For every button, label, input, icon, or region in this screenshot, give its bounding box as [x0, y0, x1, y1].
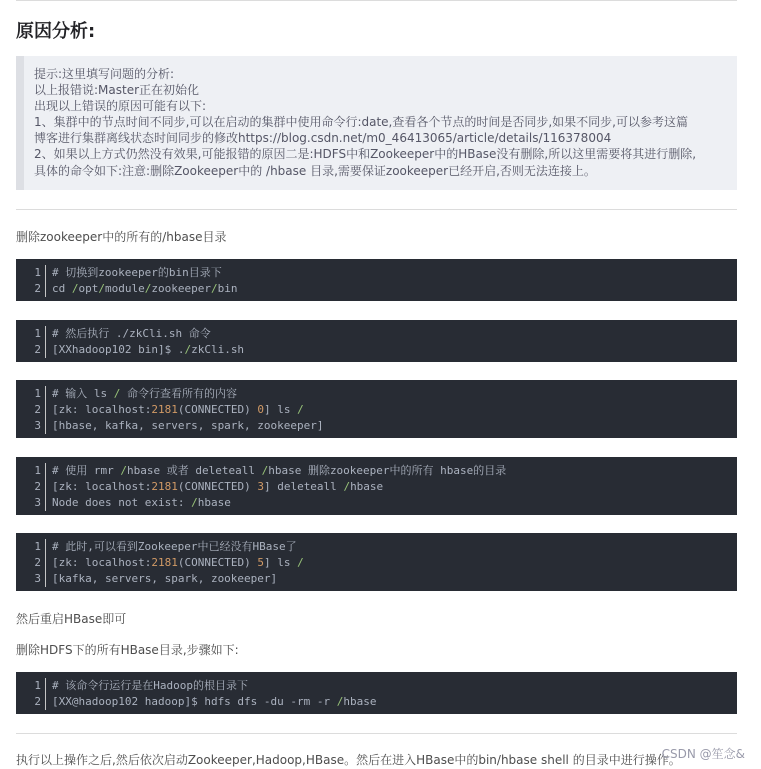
code-path-separator: / [297, 556, 304, 569]
code-line [16, 479, 737, 495]
quote-line-with-link[interactable]: 博客进行集群离线状态时间同步的修改https://blog.csdn.net/m0_46413065/article/details/116378004 [34, 131, 612, 146]
line-number: 2 [16, 694, 46, 710]
bottom-divider [16, 733, 737, 734]
line-number: 2 [16, 479, 46, 495]
code-block[interactable] [16, 320, 737, 362]
code-block[interactable] [16, 533, 737, 591]
code-text: cd /opt/module/zookeeper/bin [52, 282, 238, 295]
line-number: 1 [16, 678, 46, 694]
line-number: 2 [16, 555, 46, 571]
code-block[interactable] [16, 457, 737, 515]
line-number: 2 [16, 402, 46, 418]
line-number: 1 [16, 386, 46, 402]
line-number: 2 [16, 342, 46, 358]
line-number: 1 [16, 326, 46, 342]
code-number: 2181 [151, 556, 178, 569]
code-path-separator: / [210, 282, 218, 295]
code-path-separator: / [113, 387, 121, 400]
code-line [16, 463, 737, 479]
code-block[interactable] [16, 380, 737, 438]
code-line [16, 678, 737, 694]
code-path-separator: / [191, 496, 198, 509]
code-text: [zk: localhost:2181(CONNECTED) 3] deleteall /hbase [52, 480, 384, 493]
code-comment: # 该命令行运行是在Hadoop的根目录下 [52, 679, 248, 692]
code-path-separator: / [71, 282, 79, 295]
quote-line: 提示:这里填写问题的分析: [34, 67, 175, 81]
line-number: 1 [16, 463, 46, 479]
code-path-separator: / [343, 480, 351, 493]
line-number: 3 [16, 495, 46, 511]
code-path-separator: / [144, 282, 152, 295]
quote-line: 具体的命令如下:注意:删除Zookeeper中的 /hbase 目录,需要保证zookeeper已经开启,否则无法连接上。 [34, 163, 596, 178]
code-line [16, 326, 737, 342]
code-line [16, 418, 737, 434]
paragraph-final-steps: 执行以上操作之后,然后依次启动Zookeeper,Hadoop,HBase。然后在进入HBase中的bin/hbase shell 的目录中进行操作。 [16, 753, 681, 767]
code-line [16, 342, 737, 358]
code-line [16, 402, 737, 418]
code-number: 5 [257, 556, 264, 569]
code-line [16, 281, 737, 297]
code-line [16, 571, 737, 587]
top-divider [16, 0, 737, 1]
code-comment: # 切换到zookeeper的bin目录下 [52, 266, 222, 279]
line-number: 3 [16, 418, 46, 434]
csdn-watermark: CSDN @笙念& [661, 747, 745, 761]
code-path-separator: / [120, 464, 127, 477]
code-block[interactable] [16, 259, 737, 301]
code-number: 2181 [151, 403, 178, 416]
code-line [16, 555, 737, 571]
code-path-separator: / [297, 403, 304, 416]
code-path-separator: / [184, 343, 192, 356]
code-line [16, 539, 737, 555]
code-comment: # 输入 ls / 命令行查看所有的内容 [52, 387, 237, 400]
code-line [16, 386, 737, 402]
line-number: 2 [16, 281, 46, 297]
code-line [16, 694, 737, 710]
code-comment: # 使用 rmr /hbase 或者 deleteall /hbase 删除zookeeper中的所有 hbase的目录 [52, 464, 507, 477]
quote-line: 以上报错说:Master正在初始化 [34, 83, 200, 98]
mid-divider [16, 209, 737, 210]
code-number: 0 [257, 403, 264, 416]
code-text: [XX@hadoop102 hadoop]$ hdfs dfs -du -rm -r /hbase [52, 695, 377, 708]
code-text: [zk: localhost:2181(CONNECTED) 5] ls / [52, 556, 304, 569]
code-path-separator: / [336, 695, 344, 708]
line-number: 3 [16, 571, 46, 587]
code-path-separator: / [98, 282, 105, 295]
code-path-separator: / [261, 464, 269, 477]
code-number: 2181 [151, 480, 178, 493]
paragraph-delete-zookeeper: 删除zookeeper中的所有的/hbase目录 [16, 230, 227, 244]
code-comment: # 此时,可以看到Zookeeper中已经没有HBase了 [52, 540, 297, 553]
quote-line: 出现以上错误的原因可能有以下: [34, 99, 207, 114]
code-text: [zk: localhost:2181(CONNECTED) 0] ls / [52, 403, 304, 416]
section-heading: 原因分析: [16, 21, 96, 42]
code-comment: # 然后执行 ./zkCli.sh 命令 [52, 327, 211, 340]
quote-line: 2、如果以上方式仍然没有效果,可能报错的原因二是:HDFS中和Zookeeper中的HBase没有删除,所以这里需要将其进行删除, [34, 147, 697, 162]
code-text: [hbase, kafka, servers, spark, zookeeper] [52, 419, 324, 432]
code-block[interactable] [16, 672, 737, 714]
paragraph-restart-hbase: 然后重启HBase即可 [16, 612, 127, 626]
code-number: 3 [257, 480, 264, 493]
code-line [16, 495, 737, 511]
code-text: [XXhadoop102 bin]$ ./zkCli.sh [52, 343, 245, 356]
line-number: 1 [16, 539, 46, 555]
hint-blockquote [16, 56, 737, 190]
paragraph-delete-hdfs: 删除HDFS下的所有HBase目录,步骤如下: [16, 643, 239, 657]
line-number: 1 [16, 265, 46, 281]
quote-line: 1、集群中的节点时间不同步,可以在启动的集群中使用命令行:date,查看各个节点的时间是否同步,如果不同步,可以参考这篇 [34, 115, 688, 130]
code-text: Node does not exist: /hbase [52, 496, 231, 509]
code-text: [kafka, servers, spark, zookeeper] [52, 572, 278, 585]
code-line [16, 265, 737, 281]
